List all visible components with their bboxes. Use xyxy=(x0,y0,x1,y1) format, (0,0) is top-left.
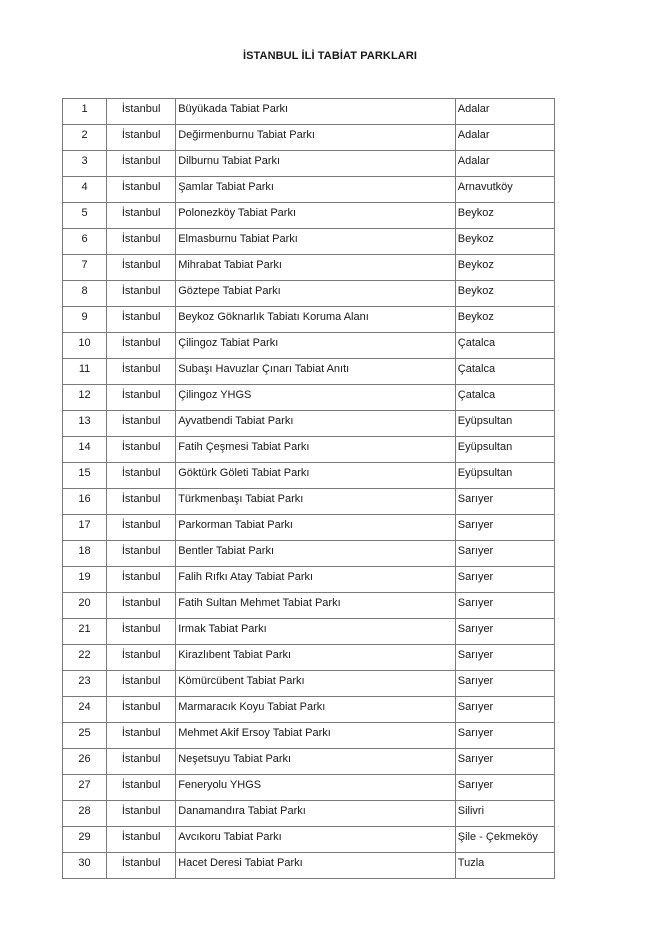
province-cell: İstanbul xyxy=(107,567,176,593)
row-number: 12 xyxy=(63,385,107,411)
province-cell: İstanbul xyxy=(107,125,176,151)
table-row xyxy=(63,151,555,177)
province-cell: İstanbul xyxy=(107,593,176,619)
row-number: 20 xyxy=(63,593,107,619)
row-number: 19 xyxy=(63,567,107,593)
row-number: 8 xyxy=(63,281,107,307)
province-cell: İstanbul xyxy=(107,411,176,437)
district-cell: Beykoz xyxy=(455,307,554,333)
row-number: 30 xyxy=(63,853,107,879)
district-cell: Sarıyer xyxy=(455,567,554,593)
province-cell: İstanbul xyxy=(107,229,176,255)
park-name-cell: Subaşı Havuzlar Çınarı Tabiat Anıtı xyxy=(176,359,456,385)
park-name-cell: Fatih Sultan Mehmet Tabiat Parkı xyxy=(176,593,456,619)
province-cell: İstanbul xyxy=(107,281,176,307)
district-cell: Sarıyer xyxy=(455,645,554,671)
table-row xyxy=(63,255,555,281)
park-name-cell: Mihrabat Tabiat Parkı xyxy=(176,255,456,281)
district-cell: Sarıyer xyxy=(455,749,554,775)
table-row xyxy=(63,177,555,203)
district-cell: Silivri xyxy=(455,801,554,827)
table-row xyxy=(63,333,555,359)
province-cell: İstanbul xyxy=(107,671,176,697)
row-number: 6 xyxy=(63,229,107,255)
district-cell: Adalar xyxy=(455,125,554,151)
province-cell: İstanbul xyxy=(107,827,176,853)
district-cell: Adalar xyxy=(455,99,554,125)
park-name-cell: Değirmenburnu Tabiat Parkı xyxy=(176,125,456,151)
district-cell: Beykoz xyxy=(455,203,554,229)
park-name-cell: Türkmenbaşı Tabiat Parkı xyxy=(176,489,456,515)
row-number: 23 xyxy=(63,671,107,697)
province-cell: İstanbul xyxy=(107,177,176,203)
table-row xyxy=(63,775,555,801)
province-cell: İstanbul xyxy=(107,801,176,827)
row-number: 10 xyxy=(63,333,107,359)
province-cell: İstanbul xyxy=(107,463,176,489)
document-title: İSTANBUL İLİ TABİAT PARKLARI xyxy=(242,50,418,62)
district-cell: Çatalca xyxy=(455,385,554,411)
row-number: 27 xyxy=(63,775,107,801)
row-number: 16 xyxy=(63,489,107,515)
province-cell: İstanbul xyxy=(107,359,176,385)
park-name-cell: Parkorman Tabiat Parkı xyxy=(176,515,456,541)
park-name-cell: Fatih Çeşmesi Tabiat Parkı xyxy=(176,437,456,463)
district-cell: Şile - Çekmeköy xyxy=(455,827,554,853)
park-name-cell: Beykoz Göknarlık Tabiatı Koruma Alanı xyxy=(176,307,456,333)
district-cell: Arnavutköy xyxy=(455,177,554,203)
province-cell: İstanbul xyxy=(107,437,176,463)
table-row xyxy=(63,411,555,437)
row-number: 26 xyxy=(63,749,107,775)
row-number: 9 xyxy=(63,307,107,333)
table-row xyxy=(63,853,555,879)
table-row xyxy=(63,437,555,463)
table-row xyxy=(63,489,555,515)
table-row xyxy=(63,541,555,567)
table-row xyxy=(63,801,555,827)
park-name-cell: Falih Rıfkı Atay Tabiat Parkı xyxy=(176,567,456,593)
province-cell: İstanbul xyxy=(107,853,176,879)
park-name-cell: Kirazlıbent Tabiat Parkı xyxy=(176,645,456,671)
district-cell: Eyüpsultan xyxy=(455,411,554,437)
park-name-cell: Avcıkoru Tabiat Parkı xyxy=(176,827,456,853)
district-cell: Sarıyer xyxy=(455,671,554,697)
row-number: 2 xyxy=(63,125,107,151)
district-cell: Beykoz xyxy=(455,281,554,307)
row-number: 22 xyxy=(63,645,107,671)
district-cell: Sarıyer xyxy=(455,541,554,567)
park-name-cell: Marmaracık Koyu Tabiat Parkı xyxy=(176,697,456,723)
row-number: 1 xyxy=(63,99,107,125)
park-name-cell: Göktürk Göleti Tabiat Parkı xyxy=(176,463,456,489)
park-name-cell: Neşetsuyu Tabiat Parkı xyxy=(176,749,456,775)
table-row xyxy=(63,723,555,749)
district-cell: Beykoz xyxy=(455,255,554,281)
district-cell: Eyüpsultan xyxy=(455,463,554,489)
park-name-cell: Kömürcübent Tabiat Parkı xyxy=(176,671,456,697)
park-name-cell: Ayvatbendi Tabiat Parkı xyxy=(176,411,456,437)
district-cell: Sarıyer xyxy=(455,619,554,645)
province-cell: İstanbul xyxy=(107,151,176,177)
table-row xyxy=(63,229,555,255)
table-row xyxy=(63,697,555,723)
row-number: 24 xyxy=(63,697,107,723)
province-cell: İstanbul xyxy=(107,697,176,723)
row-number: 25 xyxy=(63,723,107,749)
table-row xyxy=(63,749,555,775)
parks-table xyxy=(62,98,555,879)
table-row xyxy=(63,515,555,541)
row-number: 14 xyxy=(63,437,107,463)
district-cell: Tuzla xyxy=(455,853,554,879)
table-row xyxy=(63,359,555,385)
park-name-cell: Mehmet Akif Ersoy Tabiat Parkı xyxy=(176,723,456,749)
park-name-cell: Çilingoz Tabiat Parkı xyxy=(176,333,456,359)
row-number: 21 xyxy=(63,619,107,645)
park-name-cell: Polonezköy Tabiat Parkı xyxy=(176,203,456,229)
province-cell: İstanbul xyxy=(107,385,176,411)
row-number: 18 xyxy=(63,541,107,567)
park-name-cell: Dilburnu Tabiat Parkı xyxy=(176,151,456,177)
row-number: 13 xyxy=(63,411,107,437)
district-cell: Sarıyer xyxy=(455,697,554,723)
province-cell: İstanbul xyxy=(107,99,176,125)
table-row xyxy=(63,99,555,125)
province-cell: İstanbul xyxy=(107,645,176,671)
table-row xyxy=(63,827,555,853)
row-number: 4 xyxy=(63,177,107,203)
park-name-cell: Feneryolu YHGS xyxy=(176,775,456,801)
table-row xyxy=(63,125,555,151)
park-name-cell: Şamlar Tabiat Parkı xyxy=(176,177,456,203)
province-cell: İstanbul xyxy=(107,619,176,645)
district-cell: Sarıyer xyxy=(455,775,554,801)
district-cell: Sarıyer xyxy=(455,489,554,515)
province-cell: İstanbul xyxy=(107,775,176,801)
province-cell: İstanbul xyxy=(107,203,176,229)
district-cell: Çatalca xyxy=(455,333,554,359)
row-number: 7 xyxy=(63,255,107,281)
table-row xyxy=(63,671,555,697)
table-row xyxy=(63,645,555,671)
park-name-cell: Büyükada Tabiat Parkı xyxy=(176,99,456,125)
park-name-cell: Elmasburnu Tabiat Parkı xyxy=(176,229,456,255)
province-cell: İstanbul xyxy=(107,307,176,333)
province-cell: İstanbul xyxy=(107,333,176,359)
park-name-cell: Göztepe Tabiat Parkı xyxy=(176,281,456,307)
table-row xyxy=(63,281,555,307)
district-cell: Adalar xyxy=(455,151,554,177)
row-number: 28 xyxy=(63,801,107,827)
province-cell: İstanbul xyxy=(107,255,176,281)
table-row xyxy=(63,203,555,229)
province-cell: İstanbul xyxy=(107,489,176,515)
district-cell: Sarıyer xyxy=(455,593,554,619)
table-row xyxy=(63,619,555,645)
table-row xyxy=(63,385,555,411)
province-cell: İstanbul xyxy=(107,749,176,775)
park-name-cell: Bentler Tabiat Parkı xyxy=(176,541,456,567)
province-cell: İstanbul xyxy=(107,541,176,567)
province-cell: İstanbul xyxy=(107,515,176,541)
table-row xyxy=(63,307,555,333)
district-cell: Eyüpsultan xyxy=(455,437,554,463)
row-number: 5 xyxy=(63,203,107,229)
district-cell: Beykoz xyxy=(455,229,554,255)
table-row xyxy=(63,593,555,619)
row-number: 17 xyxy=(63,515,107,541)
district-cell: Sarıyer xyxy=(455,723,554,749)
park-name-cell: Hacet Deresi Tabiat Parkı xyxy=(176,853,456,879)
row-number: 29 xyxy=(63,827,107,853)
province-cell: İstanbul xyxy=(107,723,176,749)
district-cell: Çatalca xyxy=(455,359,554,385)
table-row xyxy=(63,463,555,489)
park-name-cell: Çilingoz YHGS xyxy=(176,385,456,411)
district-cell: Sarıyer xyxy=(455,515,554,541)
table-row xyxy=(63,567,555,593)
park-name-cell: Danamandıra Tabiat Parkı xyxy=(176,801,456,827)
row-number: 15 xyxy=(63,463,107,489)
parks-table-body xyxy=(63,99,555,879)
park-name-cell: Irmak Tabiat Parkı xyxy=(176,619,456,645)
row-number: 3 xyxy=(63,151,107,177)
row-number: 11 xyxy=(63,359,107,385)
